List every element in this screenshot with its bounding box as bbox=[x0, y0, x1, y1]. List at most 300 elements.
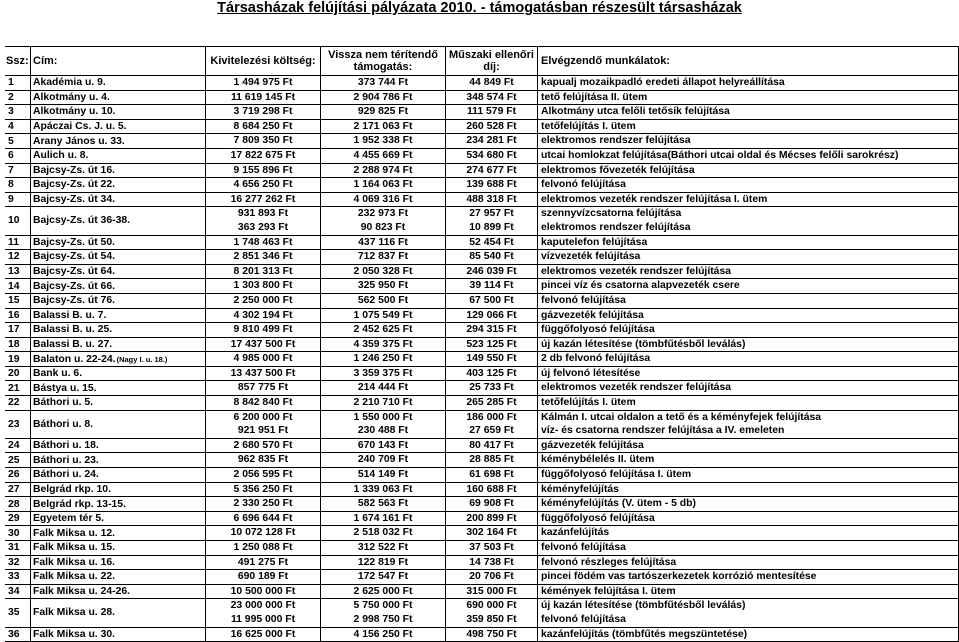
cell-munkalat bbox=[537, 453, 959, 467]
cell-muszaki-dij-line: 52 454 Ft bbox=[469, 236, 514, 248]
cell-tamogatas bbox=[320, 439, 445, 453]
table-row bbox=[5, 352, 959, 367]
cell-muszaki-dij bbox=[445, 526, 537, 540]
cell-cim bbox=[30, 134, 205, 148]
cell-muszaki-dij-line: 27 659 Ft bbox=[469, 425, 514, 437]
cell-tamogatas bbox=[320, 294, 445, 308]
cell-tamogatas bbox=[320, 338, 445, 352]
cell-muszaki-dij-line: 315 000 Ft bbox=[466, 585, 517, 597]
cell-muszaki-dij-line: 39 114 Ft bbox=[469, 280, 514, 292]
cim-text: Belgrád rkp. 10. bbox=[33, 483, 111, 495]
cell-tamogatas-line: 1 550 000 Ft bbox=[353, 411, 413, 423]
cell-tamogatas-line: 373 744 Ft bbox=[357, 77, 409, 88]
table-row bbox=[5, 381, 959, 396]
cell-cim bbox=[30, 294, 205, 308]
cell-koltseg bbox=[205, 497, 320, 511]
cim-text: Báthori u. 23. bbox=[33, 454, 99, 466]
cell-koltseg-line: 2 851 346 Ft bbox=[233, 251, 293, 263]
cell-muszaki-dij-line: 20 706 Ft bbox=[469, 571, 514, 583]
cell-koltseg bbox=[205, 279, 320, 293]
table-row bbox=[5, 164, 959, 179]
cell-koltseg-line: 11 619 145 Ft bbox=[230, 91, 296, 103]
cell-munkalat bbox=[537, 599, 959, 626]
cell-cim bbox=[30, 541, 205, 555]
cell-cim bbox=[30, 193, 205, 207]
cell-muszaki-dij bbox=[445, 236, 537, 250]
cell-cim bbox=[30, 76, 205, 90]
cell-munkalat-line: felvonó felújítása bbox=[541, 294, 626, 306]
cell-ssz: 26 bbox=[8, 469, 20, 481]
cell-muszaki-dij bbox=[445, 585, 537, 599]
cell-tamogatas-line: 4 359 375 Ft bbox=[353, 338, 413, 350]
cell-tamogatas bbox=[320, 541, 445, 555]
cell-koltseg bbox=[205, 309, 320, 323]
cell-cim bbox=[30, 599, 205, 626]
cell-ssz: 18 bbox=[8, 338, 20, 350]
cell-munkalat bbox=[537, 76, 959, 90]
cell-muszaki-dij-line: 27 957 Ft bbox=[469, 208, 514, 220]
cell-ssz: 33 bbox=[8, 571, 20, 583]
table-row bbox=[5, 396, 959, 411]
cim-text: Bajcsy-Zs. út 34. bbox=[33, 194, 116, 206]
cell-cim bbox=[30, 178, 205, 192]
cell-muszaki-dij bbox=[445, 207, 537, 234]
cell-munkalat bbox=[537, 134, 959, 148]
cell-munkalat bbox=[537, 149, 959, 163]
cell-cim bbox=[30, 105, 205, 119]
cell-ssz: 28 bbox=[8, 498, 20, 510]
cell-munkalat bbox=[537, 541, 959, 555]
table-row bbox=[5, 338, 959, 353]
cell-munkalat-line: tetőfelújítás I. ütem bbox=[541, 397, 636, 409]
cim-text: Balassi B. u. 25. bbox=[33, 324, 113, 336]
cell-munkalat-line: elektromos rendszer felújítása bbox=[541, 221, 691, 233]
cell-muszaki-dij bbox=[445, 309, 537, 323]
cell-koltseg bbox=[205, 599, 320, 626]
cim-text: Bajcsy-Zs. út 76. bbox=[33, 295, 116, 307]
table-row bbox=[5, 309, 959, 324]
cell-tamogatas bbox=[320, 585, 445, 599]
cell-munkalat bbox=[537, 279, 959, 293]
cell-ssz: 8 bbox=[8, 179, 14, 191]
table-row bbox=[5, 453, 959, 468]
cim-text: Falk Miksa u. 12. bbox=[33, 527, 116, 539]
cell-koltseg bbox=[205, 120, 320, 134]
cell-koltseg-line: 17 822 675 Ft bbox=[230, 149, 296, 161]
cell-tamogatas-line: 232 973 Ft bbox=[357, 208, 409, 220]
cell-muszaki-dij bbox=[445, 149, 537, 163]
cim-text: Bajcsy-Zs. út 50. bbox=[33, 236, 116, 248]
cell-koltseg bbox=[205, 411, 320, 438]
cim-text: Falk Miksa u. 15. bbox=[33, 542, 116, 554]
cell-koltseg bbox=[205, 294, 320, 308]
cell-ssz: 32 bbox=[8, 556, 20, 568]
cell-koltseg-line: 1 250 088 Ft bbox=[233, 542, 293, 553]
cell-munkalat bbox=[537, 120, 959, 134]
cell-koltseg-line: 962 835 Ft bbox=[237, 454, 289, 466]
cell-muszaki-dij bbox=[445, 570, 537, 584]
cell-munkalat bbox=[537, 628, 959, 642]
cell-munkalat-line: 2 db felvonó felújítása bbox=[541, 353, 651, 365]
cell-tamogatas-line: 929 825 Ft bbox=[357, 106, 409, 118]
cim-text: Bank u. 6. bbox=[33, 368, 83, 380]
header-ssz: Ssz: bbox=[6, 55, 29, 67]
cell-munkalat-line: tető felújítása II. ütem bbox=[541, 91, 648, 103]
table-row bbox=[5, 323, 959, 338]
table-row bbox=[5, 556, 959, 571]
cell-ssz: 30 bbox=[8, 527, 20, 539]
cell-munkalat bbox=[537, 105, 959, 119]
cell-munkalat bbox=[537, 164, 959, 178]
cell-cim bbox=[30, 207, 205, 234]
cell-ssz: 2 bbox=[8, 91, 14, 103]
cell-tamogatas bbox=[320, 381, 445, 395]
cell-muszaki-dij-line: 44 849 Ft bbox=[469, 77, 514, 88]
cell-munkalat-line: felvonó felújítása bbox=[541, 542, 626, 553]
cell-tamogatas-line: 1 952 338 Ft bbox=[353, 135, 413, 147]
cim-text: Bajcsy-Zs. út 16. bbox=[33, 164, 116, 176]
cell-munkalat-line: pincei födém vas tartószerkezetek korrózió mentesítése bbox=[541, 571, 817, 583]
table-row bbox=[5, 628, 959, 642]
cell-munkalat-line: felvonó részleges felújítása bbox=[541, 556, 677, 568]
cell-tamogatas bbox=[320, 628, 445, 642]
cim-text: Falk Miksa u. 30. bbox=[33, 628, 116, 640]
cell-muszaki-dij bbox=[445, 120, 537, 134]
cell-koltseg bbox=[205, 193, 320, 207]
cell-koltseg-line: 8 201 313 Ft bbox=[233, 265, 293, 277]
cell-koltseg bbox=[205, 265, 320, 279]
cell-munkalat bbox=[537, 338, 959, 352]
cell-munkalat bbox=[537, 265, 959, 279]
cell-muszaki-dij bbox=[445, 178, 537, 192]
cell-tamogatas bbox=[320, 178, 445, 192]
cell-ssz: 15 bbox=[8, 295, 20, 307]
cell-cim bbox=[30, 149, 205, 163]
cell-tamogatas-line: 122 819 Ft bbox=[357, 556, 409, 568]
cell-tamogatas-line: 2 171 063 Ft bbox=[353, 120, 413, 132]
cell-muszaki-dij bbox=[445, 556, 537, 570]
cell-koltseg bbox=[205, 541, 320, 555]
cell-koltseg-line: 4 656 250 Ft bbox=[233, 179, 293, 191]
cell-munkalat-line: elektromos rendszer felújítása bbox=[541, 135, 691, 147]
cell-muszaki-dij-line: 200 899 Ft bbox=[466, 512, 517, 524]
header-munkalatok: Elvégzendő munkálatok: bbox=[537, 47, 959, 75]
cell-tamogatas-line: 4 069 316 Ft bbox=[353, 193, 413, 205]
cell-tamogatas-line: 4 455 669 Ft bbox=[353, 149, 413, 161]
cell-munkalat bbox=[537, 207, 959, 234]
cell-tamogatas-line: 230 488 Ft bbox=[357, 425, 409, 437]
cell-tamogatas bbox=[320, 483, 445, 497]
cell-tamogatas bbox=[320, 556, 445, 570]
cell-ssz: 23 bbox=[8, 418, 20, 430]
cell-munkalat bbox=[537, 439, 959, 453]
cim-text: Bástya u. 15. bbox=[33, 382, 97, 394]
cell-tamogatas-line: 2 050 328 Ft bbox=[353, 265, 413, 277]
cell-tamogatas bbox=[320, 309, 445, 323]
cell-tamogatas-line: 1 339 063 Ft bbox=[353, 483, 413, 495]
cell-muszaki-dij-line: 14 738 Ft bbox=[469, 556, 514, 568]
cell-koltseg bbox=[205, 105, 320, 119]
cell-cim bbox=[30, 526, 205, 540]
cell-koltseg-line: 9 810 499 Ft bbox=[233, 324, 293, 336]
cell-tamogatas bbox=[320, 497, 445, 511]
cell-munkalat bbox=[537, 323, 959, 337]
cim-text: Akadémia u. 9. bbox=[33, 77, 106, 89]
cell-tamogatas-line: 1 246 250 Ft bbox=[353, 353, 413, 365]
cell-tamogatas-line: 4 156 250 Ft bbox=[353, 628, 413, 640]
cell-ssz: 17 bbox=[8, 324, 20, 336]
cell-koltseg-line: 10 500 000 Ft bbox=[230, 585, 296, 597]
cell-cim bbox=[30, 236, 205, 250]
table-row bbox=[5, 294, 959, 309]
cell-tamogatas-line: 5 750 000 Ft bbox=[353, 600, 413, 612]
cell-tamogatas-line: 1 164 063 Ft bbox=[353, 179, 413, 191]
cell-koltseg bbox=[205, 149, 320, 163]
table-row bbox=[5, 134, 959, 149]
cim-text: Alkotmány u. 4. bbox=[33, 91, 110, 103]
cell-munkalat-line: elektromos vezeték rendszer felújítása bbox=[541, 265, 732, 277]
cell-munkalat-line: kéményfelújítás bbox=[541, 483, 619, 495]
header-tamogatas: Vissza nem térítendő támogatás: bbox=[320, 47, 445, 75]
table-row bbox=[5, 411, 959, 439]
cell-muszaki-dij-line: 149 550 Ft bbox=[466, 353, 517, 365]
cell-ssz: 19 bbox=[8, 353, 20, 365]
cell-ssz: 7 bbox=[8, 164, 14, 176]
cell-muszaki-dij bbox=[445, 279, 537, 293]
cim-text: Báthori u. 18. bbox=[33, 440, 99, 452]
cell-ssz: 13 bbox=[8, 266, 20, 278]
cell-munkalat bbox=[537, 483, 959, 497]
cell-koltseg-line: 5 356 250 Ft bbox=[233, 483, 293, 495]
cell-koltseg bbox=[205, 164, 320, 178]
table-row bbox=[5, 367, 959, 382]
cell-koltseg bbox=[205, 453, 320, 467]
cim-text: Bajcsy-Zs. út 36-38. bbox=[33, 215, 131, 227]
cell-muszaki-dij-line: 160 688 Ft bbox=[466, 483, 517, 495]
cell-muszaki-dij-line: 129 066 Ft bbox=[466, 309, 517, 321]
cell-ssz: 3 bbox=[8, 106, 14, 118]
cell-tamogatas bbox=[320, 599, 445, 626]
cell-muszaki-dij bbox=[445, 396, 537, 410]
cell-munkalat-line: gázvezeték felújítása bbox=[541, 309, 644, 321]
cell-munkalat bbox=[537, 367, 959, 381]
cell-tamogatas-line: 240 709 Ft bbox=[357, 454, 409, 466]
table-row bbox=[5, 599, 959, 627]
cell-koltseg bbox=[205, 439, 320, 453]
cell-cim bbox=[30, 497, 205, 511]
table-row bbox=[5, 512, 959, 527]
cell-munkalat-line: tetőfelújítás I. ütem bbox=[541, 120, 636, 132]
cell-munkalat bbox=[537, 468, 959, 482]
cell-koltseg bbox=[205, 76, 320, 90]
cell-koltseg bbox=[205, 512, 320, 526]
cell-koltseg bbox=[205, 207, 320, 234]
cell-koltseg bbox=[205, 134, 320, 148]
cell-muszaki-dij bbox=[445, 193, 537, 207]
cell-munkalat-line: felvonó felújítása bbox=[541, 179, 626, 191]
cell-ssz: 34 bbox=[8, 586, 20, 598]
cell-munkalat bbox=[537, 352, 959, 366]
cell-muszaki-dij bbox=[445, 294, 537, 308]
cim-text: Balassi B. u. 27. bbox=[33, 338, 113, 350]
cell-munkalat-line: új kazán létesítése (tömbfűtésből leválás) bbox=[541, 338, 746, 350]
cell-munkalat-line: Alkotmány utca felőli tetősík felújítása bbox=[541, 106, 730, 118]
header-muszaki-dij: Műszaki ellenőri díj: bbox=[445, 47, 537, 75]
cell-muszaki-dij bbox=[445, 497, 537, 511]
cell-tamogatas-line: 562 500 Ft bbox=[357, 294, 409, 306]
cell-tamogatas-line: 437 116 Ft bbox=[358, 236, 408, 248]
cell-tamogatas-line: 2 452 625 Ft bbox=[353, 324, 413, 336]
table-body bbox=[5, 76, 959, 642]
table-row bbox=[5, 120, 959, 135]
cell-koltseg-line: 491 275 Ft bbox=[237, 556, 289, 568]
cell-munkalat-line: gázvezeték felújítása bbox=[541, 439, 644, 451]
cell-muszaki-dij bbox=[445, 512, 537, 526]
cell-munkalat-line: függőfolyosó felújítása I. ütem bbox=[541, 469, 692, 481]
cell-tamogatas bbox=[320, 279, 445, 293]
table-row bbox=[5, 279, 959, 294]
table-row bbox=[5, 585, 959, 600]
cell-cim bbox=[30, 338, 205, 352]
cell-muszaki-dij-line: 348 574 Ft bbox=[466, 91, 517, 103]
cell-koltseg-line: 11 995 000 Ft bbox=[230, 613, 296, 625]
cell-ssz: 24 bbox=[8, 440, 20, 452]
cell-muszaki-dij-line: 10 899 Ft bbox=[469, 221, 514, 233]
cell-cim bbox=[30, 279, 205, 293]
cell-munkalat-line: felvonó felújítása bbox=[541, 613, 626, 625]
cell-munkalat-line: kaputelefon felújítása bbox=[541, 236, 648, 248]
cell-koltseg-line: 6 200 000 Ft bbox=[233, 411, 293, 423]
table-row bbox=[5, 76, 959, 91]
cim-text: Balassi B. u. 7. bbox=[33, 309, 107, 321]
cim-text: Bajcsy-Zs. út 66. bbox=[33, 280, 116, 292]
table-row bbox=[5, 178, 959, 193]
cell-ssz: 4 bbox=[8, 121, 14, 133]
cell-muszaki-dij bbox=[445, 483, 537, 497]
cell-munkalat bbox=[537, 178, 959, 192]
cell-cim bbox=[30, 512, 205, 526]
table-row bbox=[5, 570, 959, 585]
cell-cim bbox=[30, 396, 205, 410]
cell-koltseg-line: 8 842 840 Ft bbox=[233, 397, 293, 409]
cell-koltseg bbox=[205, 338, 320, 352]
cell-koltseg-line: 3 719 298 Ft bbox=[233, 106, 293, 118]
table-row bbox=[5, 149, 959, 164]
cell-cim bbox=[30, 468, 205, 482]
cim-text: Bajcsy-Zs. út 64. bbox=[33, 266, 116, 278]
cell-muszaki-dij-line: 498 750 Ft bbox=[466, 628, 517, 640]
cell-muszaki-dij bbox=[445, 265, 537, 279]
cell-koltseg-line: 931 893 Ft bbox=[237, 208, 289, 220]
cell-muszaki-dij bbox=[445, 453, 537, 467]
cell-koltseg bbox=[205, 483, 320, 497]
cell-munkalat-line: Kálmán I. utcai oldalon a tető és a kéményfejek felújítása bbox=[541, 411, 822, 423]
table-row bbox=[5, 207, 959, 235]
cell-cim bbox=[30, 556, 205, 570]
cell-cim bbox=[30, 411, 205, 438]
table-row bbox=[5, 91, 959, 106]
cim-text: Arany János u. 33. bbox=[33, 135, 125, 147]
table-row bbox=[5, 265, 959, 280]
cell-tamogatas-line: 670 143 Ft bbox=[357, 439, 409, 451]
cell-koltseg-line: 7 809 350 Ft bbox=[233, 135, 293, 147]
cell-munkalat-line: elektromos fővezeték felújítása bbox=[541, 164, 695, 176]
cell-koltseg bbox=[205, 468, 320, 482]
cell-koltseg-line: 13 437 500 Ft bbox=[230, 367, 296, 379]
cell-muszaki-dij bbox=[445, 468, 537, 482]
cell-munkalat-line: kéménybélelés II. ütem bbox=[541, 454, 655, 466]
cell-munkalat-line: függőfolyosó felújítása bbox=[541, 324, 655, 336]
cell-munkalat bbox=[537, 556, 959, 570]
table-row bbox=[5, 250, 959, 265]
cim-text: Falk Miksa u. 22. bbox=[33, 571, 116, 583]
table-row bbox=[5, 193, 959, 208]
cell-cim bbox=[30, 120, 205, 134]
grants-table bbox=[5, 46, 959, 642]
cell-muszaki-dij-line: 265 285 Ft bbox=[466, 397, 517, 409]
cell-koltseg bbox=[205, 396, 320, 410]
cell-cim bbox=[30, 265, 205, 279]
cell-muszaki-dij-line: 37 503 Ft bbox=[469, 542, 514, 553]
table-row bbox=[5, 483, 959, 498]
cell-tamogatas bbox=[320, 323, 445, 337]
cell-cim bbox=[30, 164, 205, 178]
cell-cim bbox=[30, 250, 205, 264]
cell-koltseg bbox=[205, 381, 320, 395]
cell-koltseg bbox=[205, 250, 320, 264]
cell-munkalat bbox=[537, 512, 959, 526]
cell-munkalat-line: utcai homlokzat felújítása(Báthori utcai oldal és Mécses felőli sarokrész) bbox=[541, 149, 899, 161]
cell-tamogatas-line: 90 823 Ft bbox=[360, 221, 406, 233]
cell-muszaki-dij bbox=[445, 381, 537, 395]
cell-cim bbox=[30, 483, 205, 497]
cell-koltseg bbox=[205, 367, 320, 381]
cell-muszaki-dij bbox=[445, 599, 537, 626]
cim-text: Báthori u. 5. bbox=[33, 397, 94, 409]
cell-cim bbox=[30, 352, 205, 366]
cim-text: Alkotmány u. 10. bbox=[33, 106, 116, 118]
cell-munkalat-line: kazánfelújítás (tömbfűtés megszüntetése) bbox=[541, 628, 748, 640]
cell-tamogatas bbox=[320, 526, 445, 540]
cell-tamogatas bbox=[320, 265, 445, 279]
cell-muszaki-dij bbox=[445, 250, 537, 264]
cell-tamogatas-line: 3 359 375 Ft bbox=[353, 367, 413, 379]
cell-muszaki-dij-line: 234 281 Ft bbox=[466, 135, 517, 147]
cell-munkalat bbox=[537, 497, 959, 511]
table-row bbox=[5, 236, 959, 251]
cell-muszaki-dij-line: 111 579 Ft bbox=[466, 106, 517, 118]
cell-muszaki-dij-line: 488 318 Ft bbox=[466, 193, 517, 205]
cell-muszaki-dij-line: 28 885 Ft bbox=[469, 454, 514, 466]
cell-tamogatas-line: 2 625 000 Ft bbox=[353, 585, 413, 597]
cell-munkalat-line: vízvezeték felújítása bbox=[541, 251, 641, 263]
cell-muszaki-dij bbox=[445, 367, 537, 381]
header-cim: Cím: bbox=[30, 47, 205, 75]
cell-cim bbox=[30, 628, 205, 642]
cell-munkalat bbox=[537, 570, 959, 584]
cell-tamogatas bbox=[320, 352, 445, 366]
cim-text: Balaton u. 22-24. bbox=[33, 353, 116, 365]
cell-ssz: 31 bbox=[8, 542, 20, 554]
cell-koltseg bbox=[205, 628, 320, 642]
cell-tamogatas-line: 2 210 710 Ft bbox=[353, 397, 413, 409]
cell-tamogatas-line: 582 563 Ft bbox=[357, 498, 409, 510]
cell-ssz: 16 bbox=[8, 309, 20, 321]
cell-ssz: 21 bbox=[8, 382, 20, 394]
cim-text: Bajcsy-Zs. út 54. bbox=[33, 251, 116, 263]
cell-munkalat-line: függőfolyosó felújítása bbox=[541, 512, 655, 524]
cim-note: (Nagy I. u. 18.) bbox=[116, 354, 168, 364]
